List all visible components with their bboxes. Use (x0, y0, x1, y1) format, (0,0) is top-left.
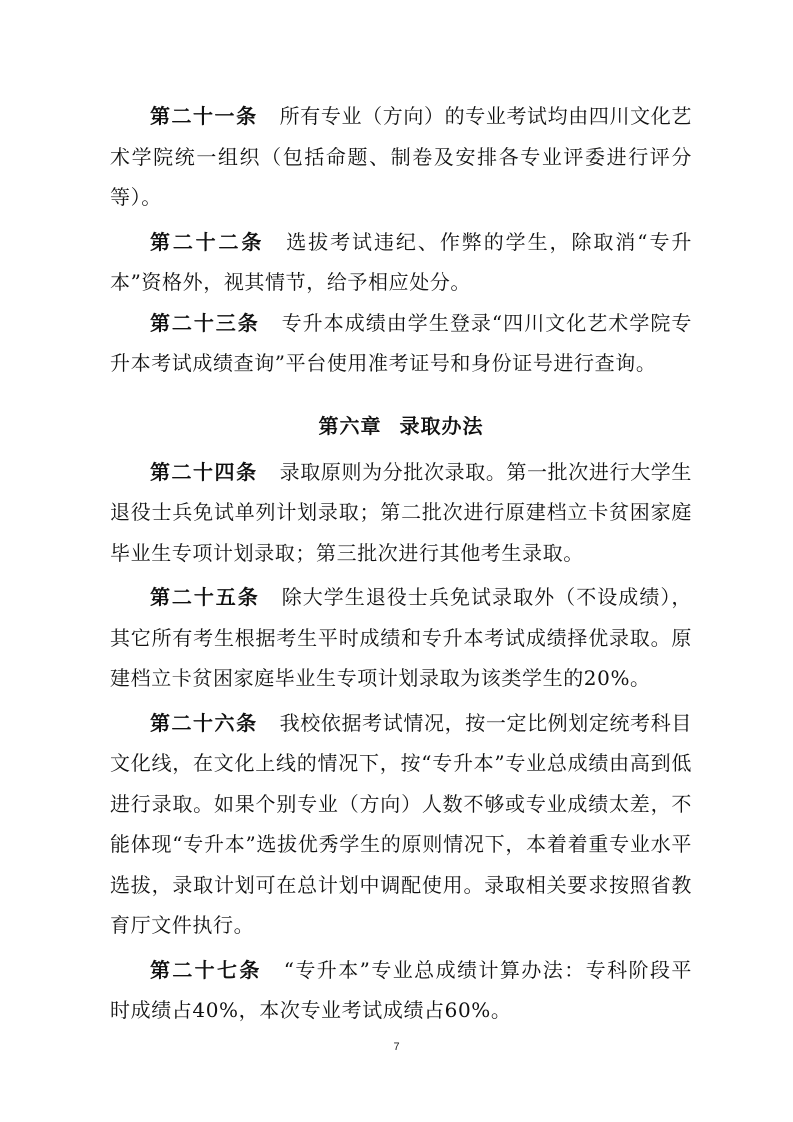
article-text: 除大学生退役士兵免试录取外（不设成绩），其它所有考生根据考生平时成绩和专升本考试成绩择优录取。原建档立卡贫困家庭毕业生专项计划录取为该类学生的20%。 (110, 585, 692, 690)
article-number: 第二十二条 (150, 229, 265, 254)
chapter-heading (110, 406, 692, 446)
article-number: 第二十三条 (150, 310, 260, 335)
article-text: 所有专业（方向）的专业考试均由四川文化艺术学院统一组织（包括命题、制卷及安排各专业评委进行评分等）。 (110, 104, 693, 209)
article-text: 选拔考试违纪、作弊的学生，除取消“专升本”资格外，视其情节，给予相应处分。 (110, 229, 693, 294)
article-27 (110, 950, 692, 1031)
article-22 (110, 222, 692, 303)
article-24 (110, 452, 692, 574)
chapter-number: 第六章 (318, 413, 382, 438)
page-number: 7 (393, 1041, 400, 1053)
article-26 (110, 703, 692, 946)
article-23 (110, 303, 692, 384)
article-number: 第二十四条 (150, 459, 258, 484)
article-text: 我校依据考试情况，按一定比例划定统考科目文化线，在文化上线的情况下，按“专升本”专业总成绩由高到低进行录取。如果个别专业（方向）人数不够或专业成绩太差，不能体现“专升本”选拔优秀学生的原则情况下，本着着重专业水平选拔，录取计划可在总计划中调配使用。录取相关要求按照省教育厅文件执行。 (110, 710, 693, 937)
article-number: 第二十一条 (150, 104, 258, 128)
document-body (110, 96, 692, 1031)
article-number: 第二十六条 (150, 710, 258, 735)
chapter-title: 录取办法 (399, 413, 484, 438)
article-number: 第二十五条 (150, 585, 260, 609)
article-21 (110, 96, 692, 218)
article-text: 录取原则为分批次录取。第一批次进行大学生退役士兵免试单列计划录取；第二批次进行原建档立卡贫困家庭毕业生专项计划录取；第三批次进行其他考生录取。 (110, 459, 693, 565)
article-text: “专升本”专业总成绩计算办法：专科阶段平时成绩占40%，本次专业考试成绩占60%。 (110, 957, 693, 1022)
article-25 (110, 577, 692, 699)
article-text: 专升本成绩由学生登录“四川文化艺术学院专升本考试成绩查询”平台使用准考证号和身份证号进行查询。 (110, 310, 692, 375)
article-number: 第二十七条 (150, 957, 262, 982)
